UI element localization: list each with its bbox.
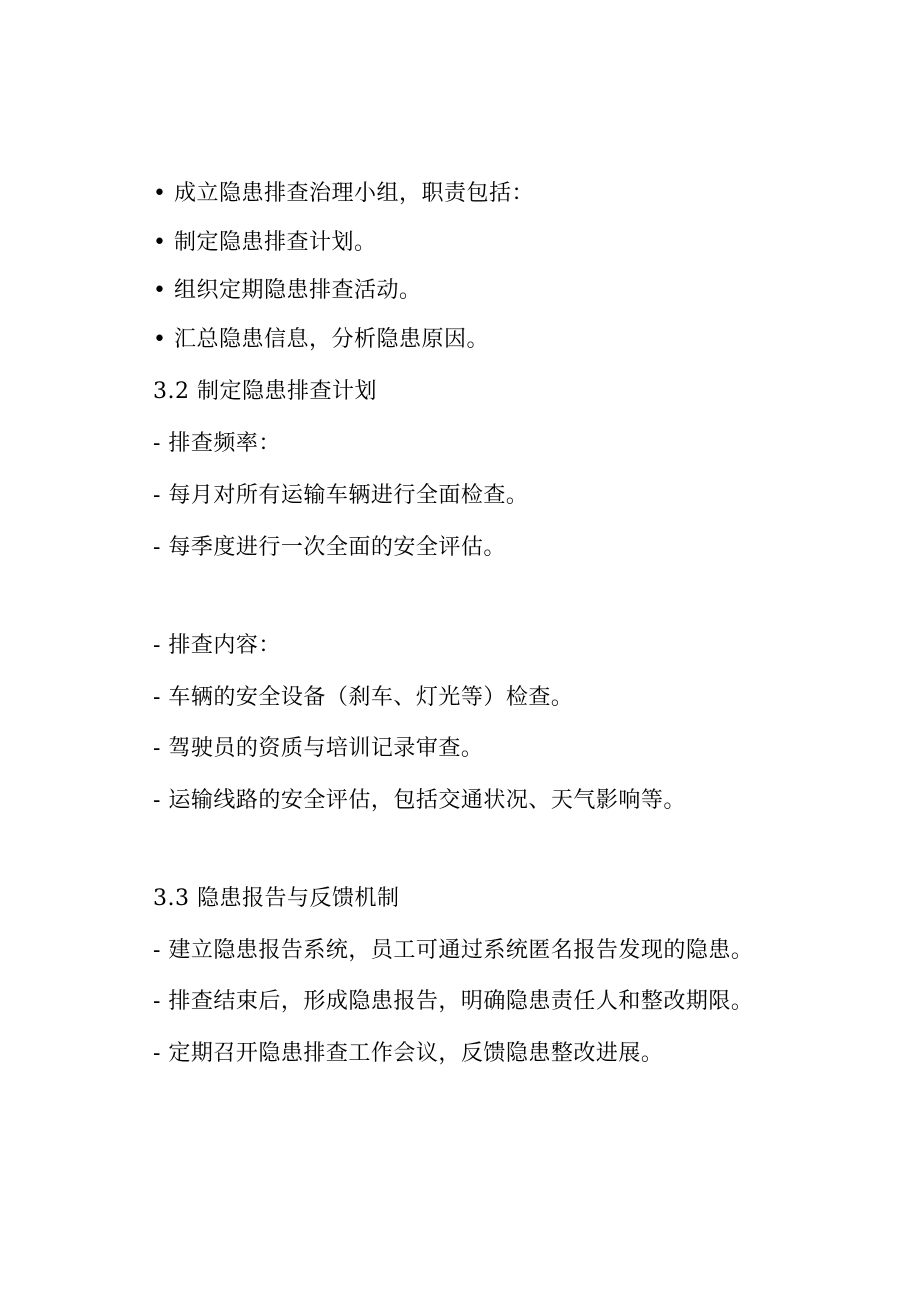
section-heading: 3.3 隐患报告与反馈机制 bbox=[153, 886, 400, 911]
list-item: - 驾驶员的资质与培训记录审查。 bbox=[153, 736, 484, 761]
section-heading: 3.2 制定隐患排查计划 bbox=[153, 379, 377, 404]
list-item: - 排查结束后，形成隐患报告，明确隐患责任人和整改期限。 bbox=[153, 989, 754, 1014]
list-item: - 运输线路的安全评估，包括交通状况、天气影响等。 bbox=[153, 788, 686, 813]
list-item: - 车辆的安全设备（刹车、灯光等）检查。 bbox=[153, 685, 574, 710]
bullet-item: • 汇总隐患信息，分析隐患原因。 bbox=[153, 327, 489, 352]
list-item: - 定期召开隐患排查工作会议，反馈隐患整改进展。 bbox=[153, 1041, 664, 1066]
bullet-item: • 成立隐患排查治理小组，职责包括： bbox=[153, 181, 534, 206]
list-item: - 建立隐患报告系统，员工可通过系统匿名报告发现的隐患。 bbox=[153, 938, 754, 963]
list-item: - 每月对所有运输车辆进行全面检查。 bbox=[153, 483, 529, 508]
bullet-item: • 组织定期隐患排查活动。 bbox=[153, 278, 422, 303]
list-item: - 每季度进行一次全面的安全评估。 bbox=[153, 535, 506, 560]
list-label: - 排查内容： bbox=[153, 633, 281, 658]
bullet-item: • 制定隐患排查计划。 bbox=[153, 230, 377, 255]
list-label: - 排查频率： bbox=[153, 431, 281, 456]
